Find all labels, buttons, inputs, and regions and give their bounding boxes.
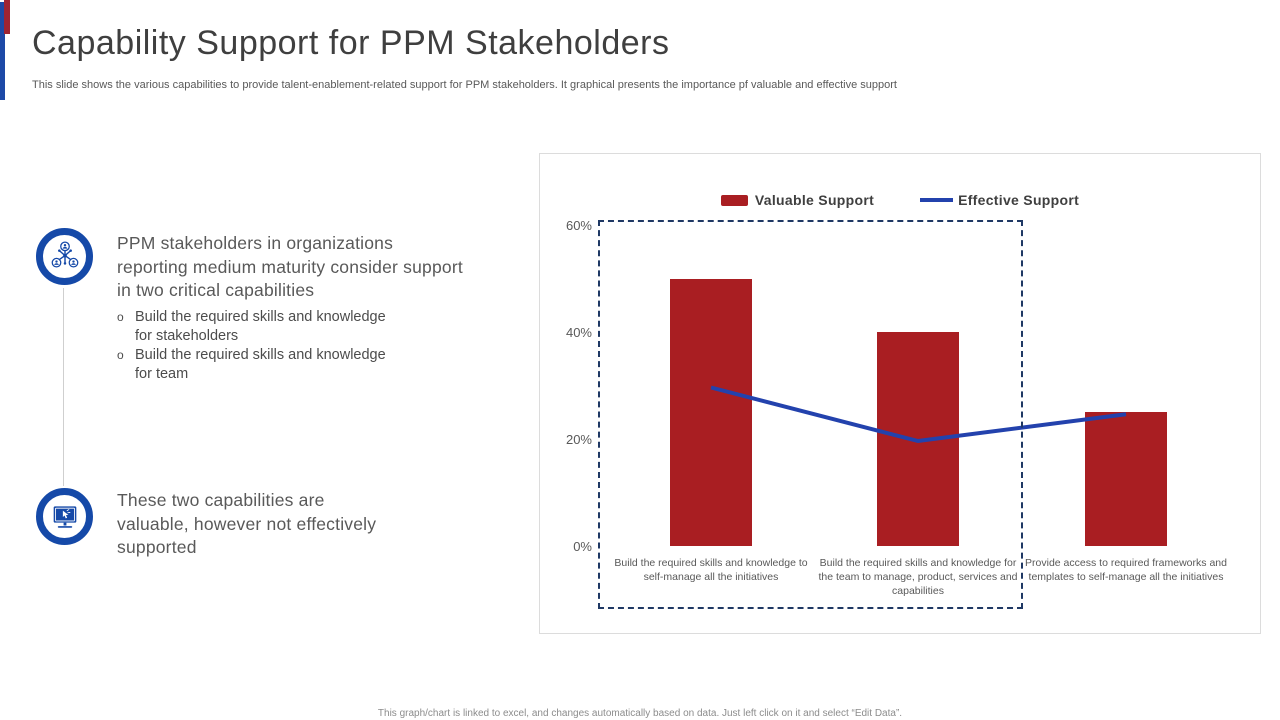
monitor-click-icon [36,488,93,545]
bar-2 [1085,412,1167,546]
footer-note: This graph/chart is linked to excel, and changes automatically based on data. Just left click on it and select “Edit Data”. [377,708,903,719]
sub-item-text: Build the required skills and knowledge for team [135,347,386,382]
x-category-label: Provide access to required frameworks and templates to self-manage all the initiatives [1025,557,1227,583]
bullet-1-text: PPM stakeholders in organizations reporting medium maturity consider support in two critical capabilities [117,233,463,300]
bullet-connector-line [63,288,64,486]
page-subtitle: This slide shows the various capabilities to provide talent-enablement-related support for PPM stakeholders. It graphical presents the importance pf valuable and effective support [32,79,897,91]
bullet-1-sublist [117,308,387,384]
network-people-icon [36,228,93,285]
excel-selection-dashed-box [598,220,1023,609]
circle-bullet-marker: o [117,310,124,324]
list-item [117,346,387,384]
bullet-2-text: These two capabilities are valuable, however not effectively supported [117,490,377,557]
x-category-label: Build the required skills and knowledge for the team to manage, product, services and capabilities [818,557,1018,597]
legend-label: Effective Support [958,192,1080,208]
bar-1 [877,332,959,546]
legend-item-valuable-support [721,192,874,208]
line-swatch-icon [920,198,953,202]
y-tick-label: 20% [565,432,592,447]
sub-item-text: Build the required skills and knowledge for stakeholders [135,309,386,344]
list-item [117,308,387,346]
legend-item-effective-support [920,192,1079,208]
y-tick-label: 60% [565,218,592,233]
y-tick-label: 0% [573,539,592,554]
x-category-label: Build the required skills and knowledge to self-manage all the initiatives [614,557,808,583]
page-title: Capability Support for PPM Stakeholders [32,24,670,62]
bar-swatch-icon [721,195,748,206]
chart-legend [540,192,1260,208]
chart-card[interactable] [539,153,1261,634]
accent-bar-red [4,0,10,34]
bar-0 [670,279,752,547]
y-tick-label: 40% [565,325,592,340]
circle-bullet-marker: o [117,348,124,362]
legend-label: Valuable Support [754,192,875,208]
